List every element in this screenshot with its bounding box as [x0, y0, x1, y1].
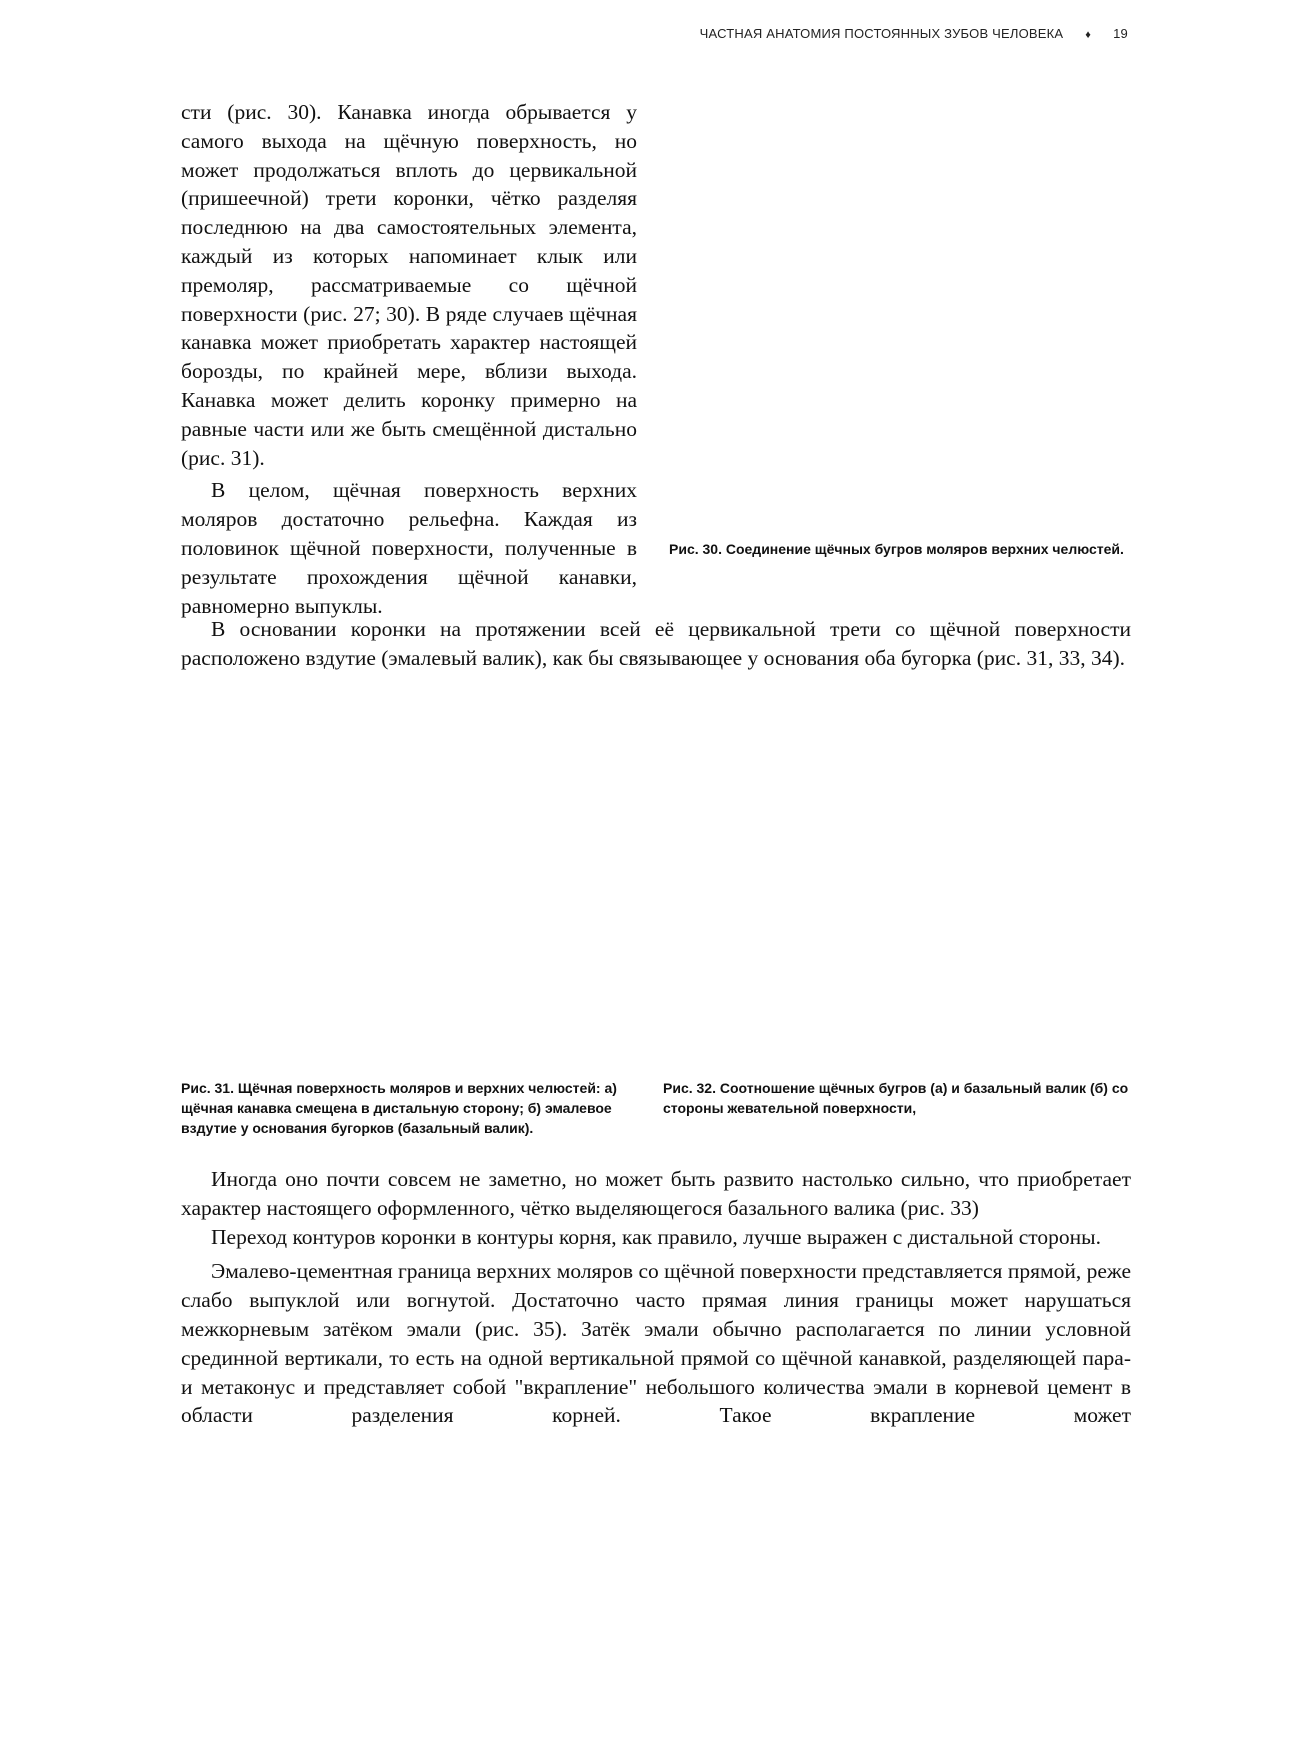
figure-32-caption: Рис. 32. Соотношение щёчных бугров (а) и базальный валик (б) со стороны жевательной поверхности,	[663, 1080, 1129, 1116]
figure-32-image	[663, 710, 1131, 1070]
paragraph: Иногда оно почти совсем не заметно, но может быть развито настолько сильно, что приобретает характер настоящего оформленного, чётко выделяющегося базального валика (рис. 33)	[181, 1167, 1131, 1220]
figure-30-image	[665, 98, 1131, 528]
page-number: 19	[1113, 26, 1128, 41]
paragraph: Эмалево-цементная граница верхних моляров со щёчной поверхности представляется прямой, реже слабо выпуклой или вогнутой. Достаточно часто прямая линия границы может нарушаться межкорневым затёком эмали (рис. 35). Затёк эмали обычно располагается по линии условной срединной вертикали, то есть на одной вертикальной прямой со щёчной канавкой, разделяющей пара- и метаконус и представляет собой "вкрапление" небольшого количества эмали в корневой цемент в области разделения корней. Такое вкрапление может	[181, 1259, 1131, 1428]
figure-31-caption: Рис. 31. Щёчная поверхность моляров и верхних челюстей: а) щёчная канавка смещена в дистальную сторону; б) эмалевое вздутие у основания бугорков (базальный валик).	[181, 1080, 617, 1136]
running-title: ЧАСТНАЯ АНАТОМИЯ ПОСТОЯННЫХ ЗУБОВ ЧЕЛОВЕКА	[699, 26, 1064, 41]
running-header	[700, 26, 1128, 41]
figure-31-image	[181, 710, 641, 1070]
full-width-text-1	[181, 615, 1131, 673]
figure-30-caption: Рис. 30. Соединение щёчных бугров моляров верхних челюстей.	[669, 541, 1124, 557]
left-column-text	[181, 98, 637, 620]
diamond-separator-icon: ♦	[1085, 29, 1092, 41]
paragraph: В основании коронки на протяжении всей её цервикальной трети со щёчной поверхности расположено вздутие (эмалевый валик), как бы связывающее у основания оба бугорка (рис. 31, 33, 34).	[181, 617, 1131, 670]
full-width-text-2	[181, 1165, 1131, 1430]
paragraph: сти (рис. 30). Канавка иногда обрывается у самого выхода на щёчную поверхность, но может продолжаться вплоть до цервикальной (пришеечной) трети коронки, чётко разделяя последнюю на два самостоятельных элемента, каждый из которых напоминает клык или премоляр, рассматриваемые со щёчной поверхности (рис. 27; 30). В ряде случаев щёчная канавка может приобретать характер настоящей борозды, по крайней мере, вблизи выхода. Канавка может делить коронку примерно на равные части или же быть смещённой дистально (рис. 31).	[181, 100, 637, 470]
paragraph: В целом, щёчная поверхность верхних моляров достаточно рельефна. Каждая из половинок щёчной поверхности, полученные в результате прохождения щёчной канавки, равномерно выпуклы.	[181, 478, 637, 618]
paragraph: Переход контуров коронки в контуры корня, как правило, лучше выражен с дистальной стороны.	[211, 1224, 1101, 1249]
